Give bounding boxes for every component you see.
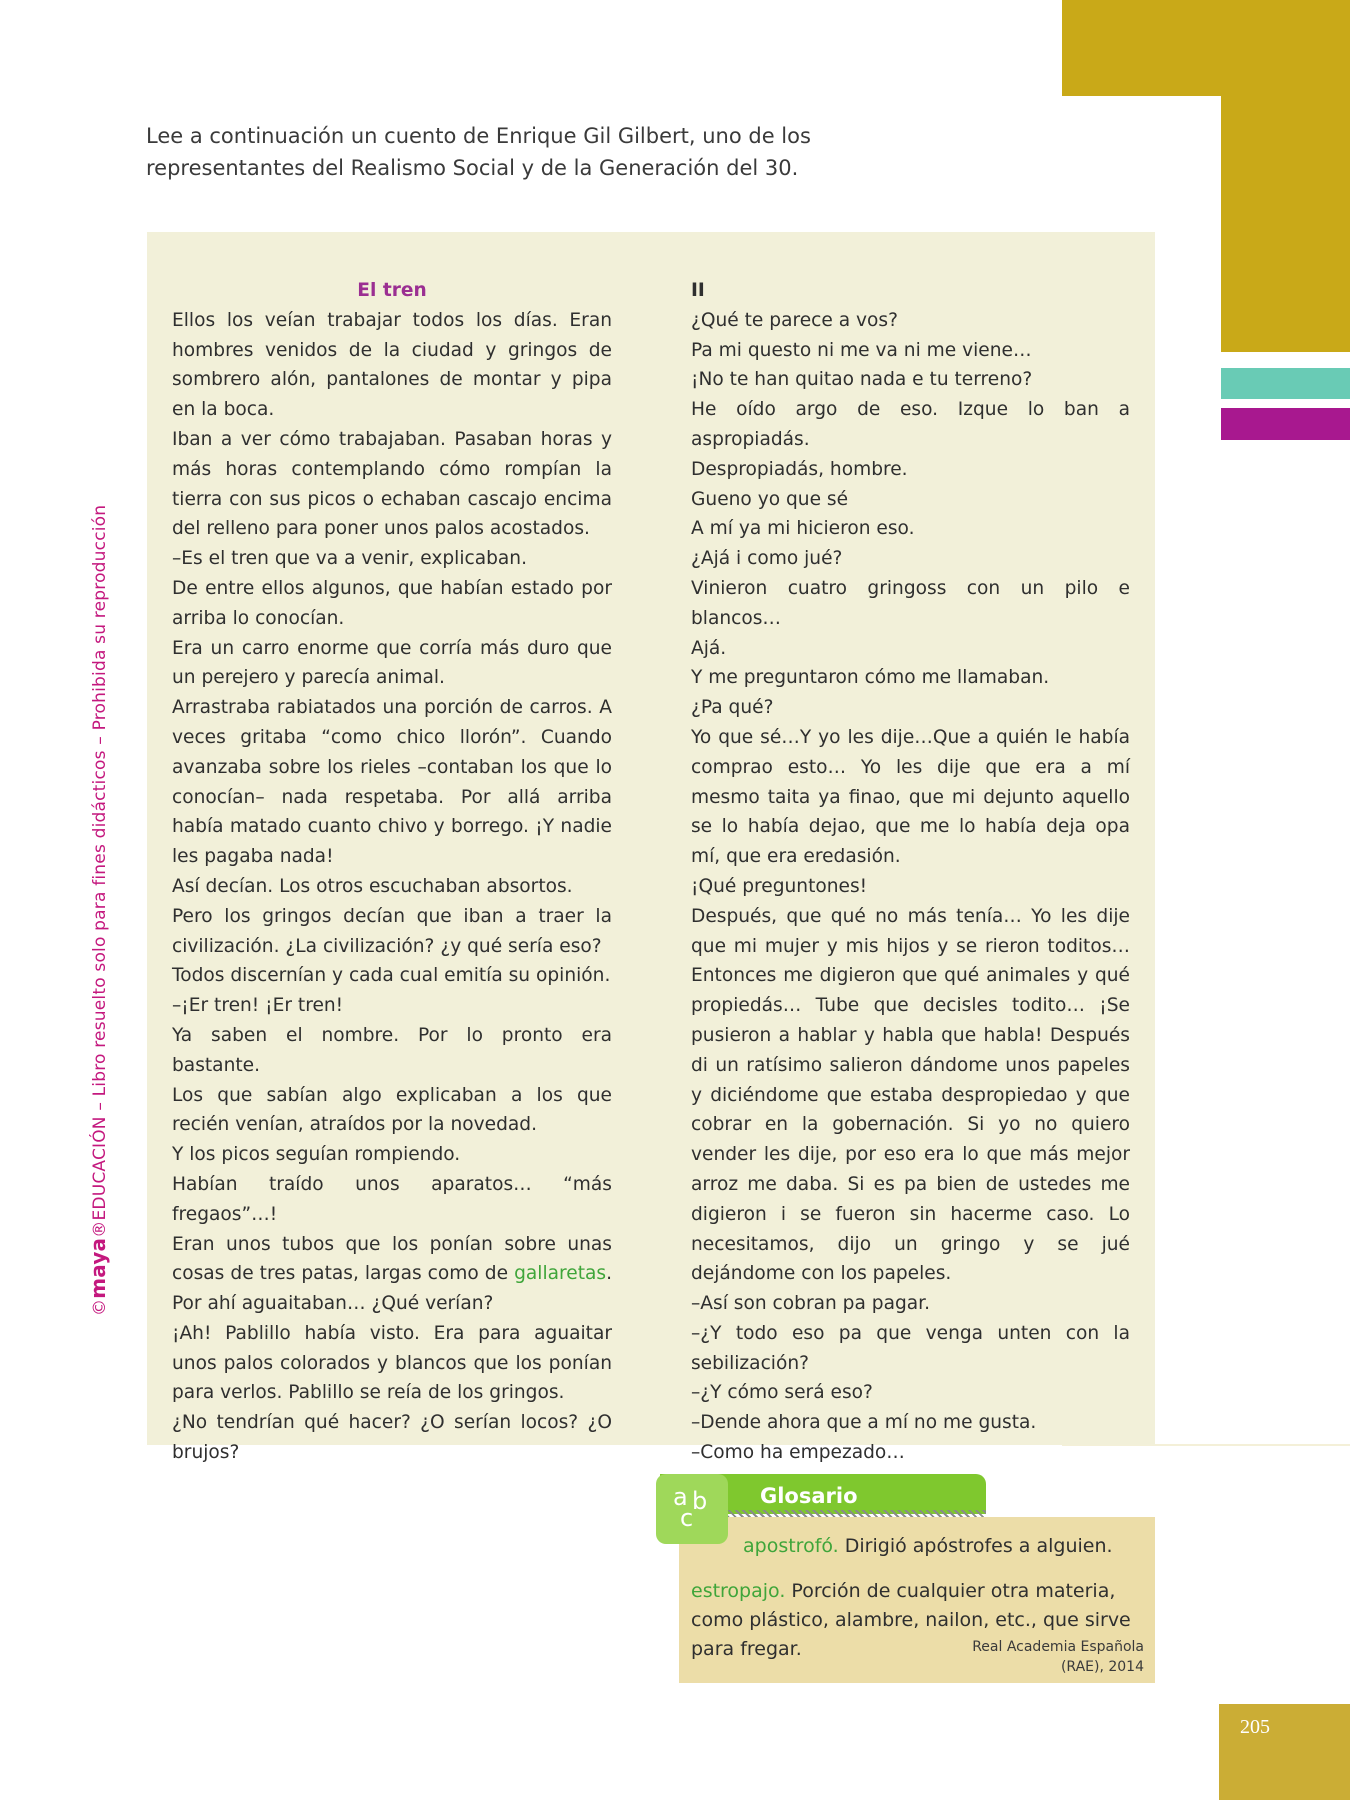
story-paragraph [172,1230,612,1319]
story-paragraph: Los que sabían algo explicaban a los que recién venían, atraídos por la novedad. [172,1084,612,1136]
page-number: 205 [1240,1716,1270,1738]
story-paragraph: Después, que qué no más tenía… Yo les dije que mi mujer y mis hijos y se rieron toditos…Entonces me digieron que qué animales y qué propiedás… Tube que decisles todito… ¡Se pusieron a hablar y habla que habla! Después di un ratísimo salieron dándome unos papeles y diciéndome que estaba despropiedao y que cobrar en la gobernación. Si yo no quiero vender les dije, por eso era lo que más mejor arroz me daba. Si es pa bien de ustedes me digieron i se fueron sin hacerme caso. Lo necesitamos, dijo un gringo y se jué dejándome con los papeles. [691,905,1130,1285]
copyright-vertical-text [86,505,110,1316]
glossary-source-line: Real Academia Española [972,1639,1144,1655]
story-paragraph: Iban a ver cómo trabajaban. Pasaban horas y más horas contemplando cómo rompían la tierra con sus picos o echaban cascajo encima del relleno para poner unos palos acostados. [172,428,612,540]
glossary-definition: Porción de cualquier otra materia, como plástico, alambre, nailon, etc., que sirve para fregar. [691,1580,1131,1660]
story-paragraph: Era un carro enorme que corría más duro que un perejero y parecía animal. [172,637,612,689]
story-paragraph: Ellos los veían trabajar todos los días. Eran hombres venidos de la ciudad y gringos de sombrero alón, pantalones de montar y pipa en la boca. [172,309,612,421]
section-number: II [691,280,705,301]
story-paragraph: Vinieron cuatro gringoss con un pilo e blancos… [691,577,1130,629]
story-paragraph: A mí ya mi hicieron eso. [691,518,915,540]
story-paragraph: Así decían. Los otros escuchaban absortos. [172,875,573,897]
story-paragraph: Habían traído unos aparatos… “más fregaos”…! [172,1173,612,1225]
story-paragraph: Todos discernían y cada cual emitía su opinión. [172,965,611,987]
story-paragraph: Pa mi questo ni me va ni me viene… [691,339,1032,361]
story-text: . Por ahí aguaitaban… ¿Qué verían? [172,1263,612,1315]
glossary-abc-icon [656,1474,728,1544]
brand-logo-text: maya [86,1237,110,1299]
glossary-term: apostrofó. [743,1535,839,1557]
glossary-header-stripes [720,1510,986,1517]
story-paragraph: De entre ellos algunos, que habían estado por arriba lo conocían. [172,577,612,629]
glossary-term: estropajo. [691,1580,786,1602]
corner-bar-top [1062,0,1350,96]
story-paragraph: –¿Y cómo será eso? [691,1382,873,1404]
story-paragraph: Ajá. [691,637,727,659]
story-paragraph: –¡Er tren! ¡Er tren! [172,995,344,1017]
icon-letter-a: a [673,1483,688,1511]
glossary-source-line: (RAE), 2014 [1060,1659,1144,1675]
story-paragraph: Ya saben el nombre. Por lo pronto era bastante. [172,1024,612,1076]
icon-letter-b: b [692,1487,708,1515]
story-paragraph: Y los picos seguían rompiendo. [172,1144,461,1166]
glossary-definition: Dirigió apóstrofes a alguien. [838,1535,1113,1557]
intro-text: Lee a continuación un cuento de Enrique Gil Gilbert, uno de los representantes del Realismo Social y de la Generación del 30. [146,124,811,180]
story-paragraph: Pero los gringos decían que iban a traer la civilización. ¿La civilización? ¿y qué sería eso? [172,905,612,957]
glossary-source [880,1637,1144,1677]
story-paragraph: Arrastraba rabiatados una porción de carros. A veces gritaba “como chico llorón”. Cuando avanzaba sobre los rieles –contaban los que lo conocían– nada respetaba. Por allá arriba había matado cuanto chivo y borrego. ¡Y nadie les pagaba nada! [172,697,612,868]
accent-bar-magenta [1221,408,1350,440]
story-paragraph: Yo que sé…Y yo les dije…Que a quién le había comprao esto… Yo les dije que era a mí mesmo taita ya finao, que mi dejunto aquello se lo había dejao, que me lo había deja opa mí, que era eredasión. [691,726,1130,868]
story-paragraph: ¿Ajá i como jué? [691,548,843,570]
glossary-title: Glosario [760,1484,858,1508]
story-text: Eran unos tubos que los ponían sobre unas cosas de tres patas, largas como de [172,1233,612,1285]
story-title: El tren [357,280,427,301]
copyright-symbol: © [90,1298,110,1316]
glossary-word-gallaretas: gallaretas [514,1263,607,1285]
glossary-entry [743,1535,1113,1557]
story-paragraph: ¡Qué preguntones! [691,875,868,897]
icon-letter-c: c [680,1504,694,1532]
story-paragraph: Gueno yo que sé [691,488,849,510]
story-paragraph: –Dende ahora que a mí no me gusta. [691,1412,1037,1434]
accent-bar-teal [1221,368,1350,399]
story-paragraph: Y me preguntaron cómo me llamaban. [691,667,1050,689]
story-paragraph: Despropiadás, hombre. [691,458,908,480]
story-paragraph: ¡No te han quitao nada e tu terreno? [691,369,1033,391]
story-paragraph: ¿No tendrían qué hacer? ¿O serían locos? ¿O brujos? [172,1412,612,1464]
corner-bar-right [1221,96,1350,352]
story-paragraph: –Así son cobran pa pagar. [691,1293,931,1315]
story-paragraph: –¿Y todo eso pa que venga unten con la sebilización? [691,1322,1130,1374]
story-paragraph: –Como ha empezado… [691,1442,905,1464]
story-paragraph: ¿Qué te parece a vos? [691,309,898,331]
registered-symbol: ® [90,1220,110,1238]
copyright-notice: EDUCACIÓN – Libro resuelto solo para fines didácticos – Prohibida su reproducción [90,504,110,1221]
story-column-left [172,276,612,1468]
story-paragraph: He oído argo de eso. Izque lo ban a aspropiadás. [691,399,1130,450]
story-column-right [691,276,1130,1468]
page-number-box [1219,1704,1350,1800]
story-paragraph: ¿Pa qué? [691,697,774,719]
story-paragraph: ¡Ah! Pablillo había visto. Era para aguaitar unos palos colorados y blancos que los ponían para verlos. Pablillo se reía de los gringos. [172,1322,612,1404]
story-paragraph: –Es el tren que va a venir, explicaban. [172,548,527,570]
